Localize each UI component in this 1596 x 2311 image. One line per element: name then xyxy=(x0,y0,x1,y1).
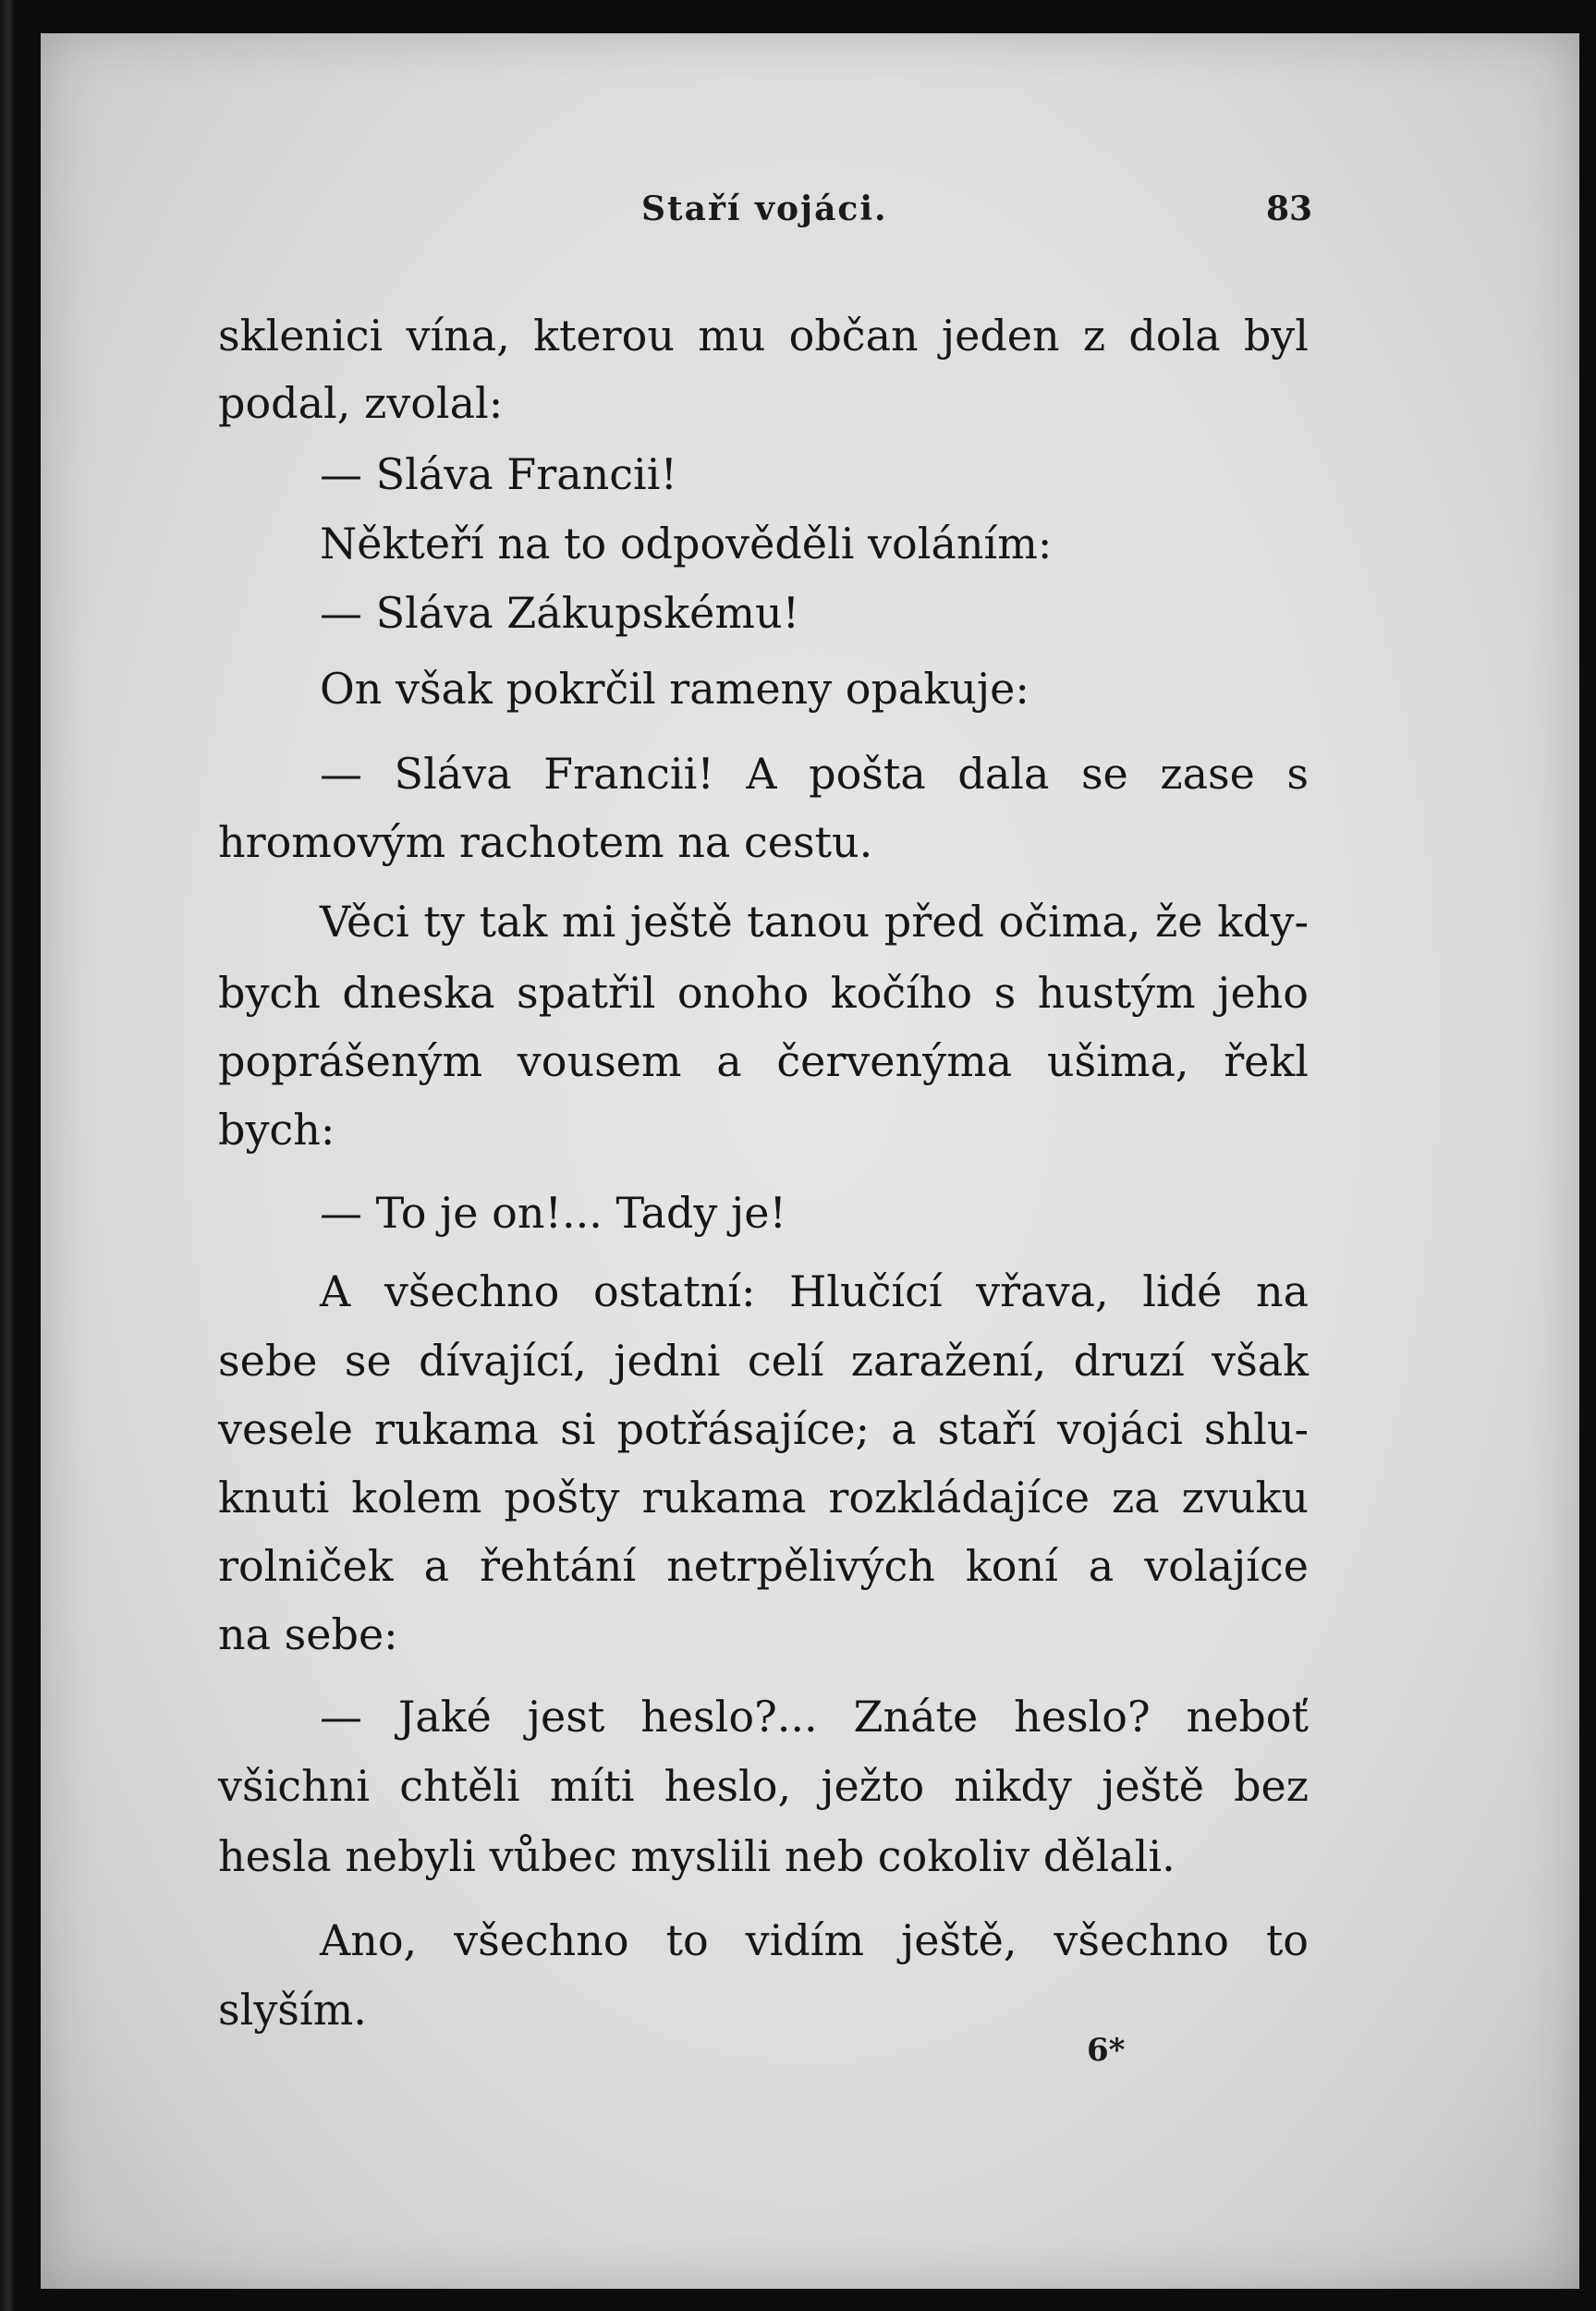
running-title: Staří vojáci. xyxy=(641,190,888,228)
text-line: poprášeným vousem a červenýma ušima, řekl xyxy=(218,1036,1309,1086)
text-line: — To je on!... Tady je! xyxy=(320,1188,787,1238)
text-line: rolniček a řehtání netrpělivých koní a volajíce xyxy=(218,1541,1309,1591)
text-line: Věci ty tak mi ještě tanou před očima, že kdy- xyxy=(320,897,1309,947)
text-line: sebe se dívající, jedni celí zaražení, druzí však xyxy=(218,1336,1309,1386)
text-line: — Sláva Francii! A pošta dala se zase s xyxy=(320,749,1309,799)
text-line: hromovým rachotem na cestu. xyxy=(218,817,873,867)
text-line: vesele rukama si potřásajíce; a staří vojáci shlu- xyxy=(218,1404,1309,1454)
text-line: A všechno ostatní: Hlučící vřava, lidé na xyxy=(320,1266,1309,1316)
text-line: bych dneska spatřil onoho kočího s hustým jeho xyxy=(218,968,1309,1018)
text-line: na sebe: xyxy=(218,1609,398,1659)
text-line: knuti kolem pošty rukama rozkládajíce za zvuku xyxy=(218,1473,1309,1522)
text-line: slyším. xyxy=(218,1985,367,2035)
signature-mark: 6* xyxy=(1087,2032,1126,2069)
text-line: hesla nebyli vůbec myslili neb cokoliv dělali. xyxy=(218,1831,1176,1881)
text-line: bych: xyxy=(218,1105,335,1155)
text-line: Ano, všechno to vidím ještě, všechno to xyxy=(320,1915,1309,1965)
text-line: podal, zvolal: xyxy=(218,378,504,428)
text-line: On však pokrčil rameny opakuje: xyxy=(320,664,1029,714)
text-line: sklenici vína, kterou mu občan jeden z dola byl xyxy=(218,311,1309,361)
book-spine-edge xyxy=(0,0,15,2311)
page-number: 83 xyxy=(1266,190,1313,228)
text-line: všichni chtěli míti heslo, ježto nikdy ještě bez xyxy=(218,1761,1309,1811)
text-line: — Jaké jest heslo?... Znáte heslo? neboť xyxy=(320,1692,1309,1742)
text-line: — Sláva Zákupskému! xyxy=(320,588,800,638)
text-line: Někteří na to odpověděli voláním: xyxy=(320,519,1053,569)
text-line: — Sláva Francii! xyxy=(320,449,677,499)
